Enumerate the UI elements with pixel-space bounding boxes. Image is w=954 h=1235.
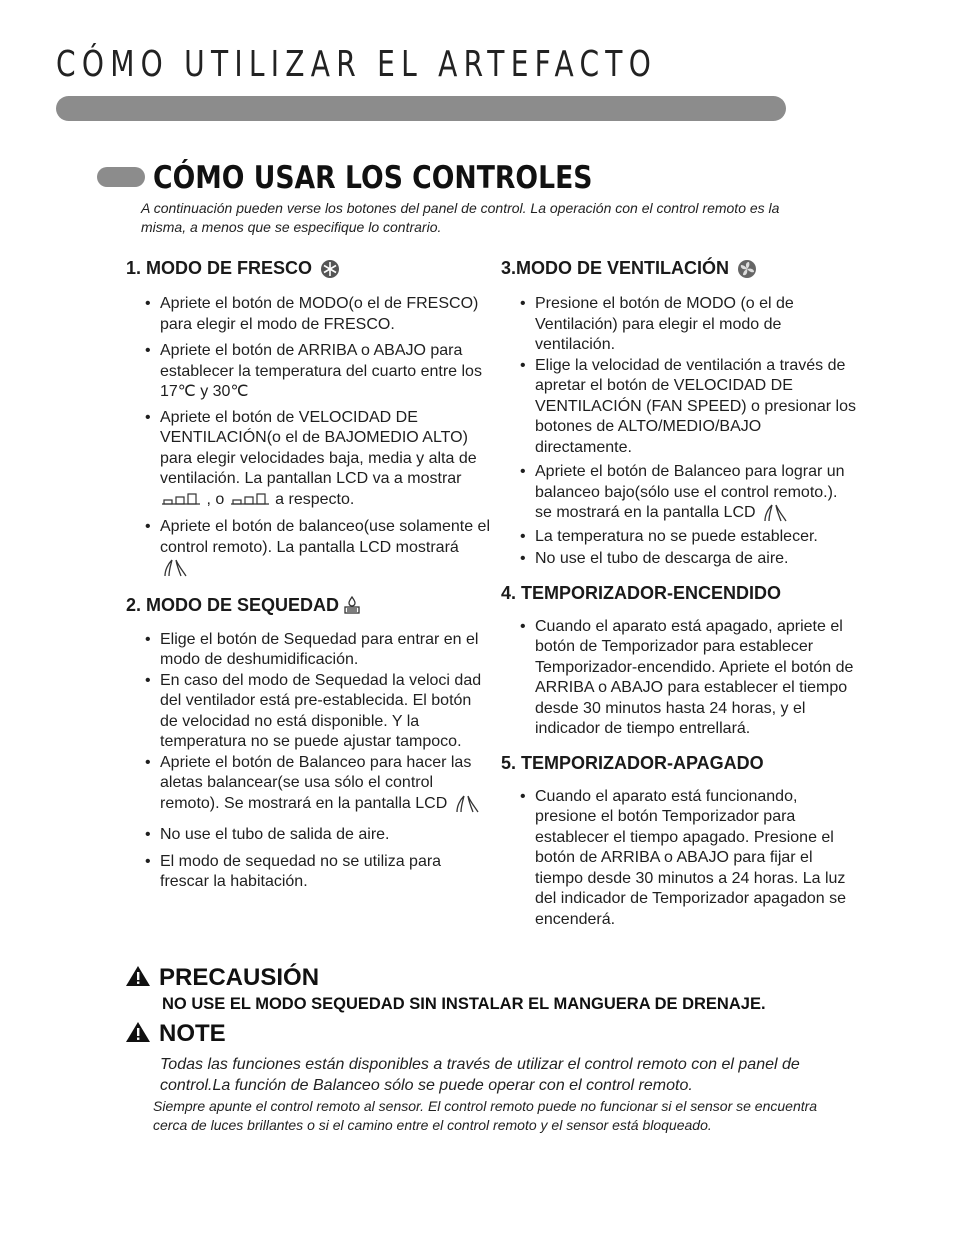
- list-item: • La temperatura no se puede establecer.: [501, 527, 856, 548]
- caution-text: NO USE EL MODO SEQUEDAD SIN INSTALAR EL MANGUERA DE DRENAJE.: [162, 995, 766, 1013]
- dry-mode-icon: [343, 595, 361, 615]
- timer-on-heading: 4. TEMPORIZADOR-ENCENDIDO: [501, 582, 782, 603]
- list-item: • No use el tubo de descarga de aire.: [501, 549, 856, 570]
- warning-icon: [125, 1021, 151, 1048]
- list-item: • Apriete el botón de MODO(o el de FRESCO) para elegir el modo de FRESCO.: [126, 294, 492, 335]
- left-column: [126, 258, 492, 893]
- timer-off-list: [501, 787, 856, 931]
- note-header: [125, 1020, 226, 1048]
- snowflake-icon: [320, 259, 340, 279]
- list-item-text: , o: [206, 490, 225, 508]
- list-item: • Elige el botón de Sequedad para entrar en el modo de deshumidificación.: [126, 630, 492, 671]
- swing-icon: [760, 503, 790, 523]
- sequedad-heading-label: 2. MODO DE SEQUEDAD: [126, 594, 340, 615]
- list-item-text: a respecto.: [275, 490, 355, 508]
- list-item: • Elige la velocidad de ventilación a través de apretar el botón de VELOCIDAD DE VENTILACIÓN (FAN SPEED) o presionar los botones de ALTO/MEDIO/BAJO directamente.: [501, 356, 856, 459]
- list-item-text: Apriete el botón de balanceo(use solamente el control remoto). La pantalla LCD mostrará: [160, 518, 490, 556]
- ventilacion-list: [501, 294, 856, 570]
- sequedad-heading: [126, 595, 492, 616]
- list-item-text: Apriete el botón de Balanceo para lograr un balanceo bajo(sólo use el control remoto.). se mostrará en la pantalla LCD: [535, 463, 845, 522]
- fan-speed-low-icon: [160, 492, 202, 506]
- list-item: [126, 517, 492, 579]
- note-title: NOTE: [159, 1020, 226, 1047]
- swing-icon: [160, 558, 190, 578]
- timer-on-list: [501, 617, 856, 740]
- list-item: • No use el tubo de salida de aire.: [126, 825, 492, 846]
- list-item: [501, 462, 856, 524]
- list-item: [126, 408, 492, 511]
- list-item: • Presione el botón de MODO (o el de Ventilación) para elegir el modo de ventilación.: [501, 294, 856, 356]
- right-column: [501, 258, 856, 930]
- ventilacion-heading: [501, 258, 856, 279]
- timer-off-heading: 5. TEMPORIZADOR-APAGADO: [501, 752, 764, 773]
- note-small-text: Siempre apunte el control remoto al sensor. El control remoto puede no funcionar si el sensor se encuentra cerca de luces brillantes o si el camino entre el control remoto y el sensor está bloqueado.: [153, 1098, 818, 1133]
- caution-header: [125, 964, 319, 992]
- list-item: [126, 753, 492, 815]
- fresco-list: [126, 294, 492, 579]
- note-text: Todas las funciones están disponibles a través de utilizar el control remoto con el panel de control.La función de Balanceo sólo se puede operar con el control remoto.: [160, 1056, 800, 1094]
- list-item: • Cuando el aparato está apagado, apriete el botón de Temporizador para establecer Temporizador-encendido. Apriete el botón de ARRIBA o ABAJO para establecer el tiempo desde 30 minutos hasta 24 horas, y el indicador de tiempo entrellará.: [501, 617, 856, 740]
- sequedad-list: [126, 630, 492, 893]
- ventilacion-heading-label: 3.MODO DE VENTILACIÓN: [501, 258, 730, 278]
- fan-icon: [737, 259, 757, 279]
- warning-icon: [125, 965, 151, 992]
- section-intro: A continuación pueden verse los botones del panel de control. La operación con el control remoto es la misma, a menos que se especifique lo contrario.: [141, 200, 780, 235]
- fan-speed-high-icon: [229, 492, 271, 506]
- list-item: • Apriete el botón de ARRIBA o ABAJO para establecer la temperatura del cuarto entre los 17℃ y 30℃: [126, 341, 492, 403]
- caution-title: PRECAUSIÓN: [159, 964, 320, 991]
- section-marker: [97, 167, 145, 187]
- fresco-heading-label: 1. MODO DE FRESCO: [126, 258, 313, 278]
- title-divider-bar: [56, 96, 786, 121]
- list-item: • En caso del modo de Sequedad la veloci dad del ventilador está pre-establecida. El botón de velocidad no está disponible. Y la temperatura no se puede ajustar tampoco.: [126, 671, 492, 753]
- swing-icon: [452, 794, 482, 814]
- list-item-text: Apriete el botón de VELOCIDAD DE VENTILACIÓN(o el de BAJOMEDIO ALTO) para elegir velocidades baja, media y alta de ventilación. La pantallan LCD va a mostrar: [160, 408, 477, 487]
- list-item: • Cuando el aparato está funcionando, presione el botón Temporizador para establecer el tiempo apagado. Presione el botón de ARRIBA o ABAJO para fijar el tiempo desde 30 minutos a 24 horas. La luz del indicador de Temporizador apagadon se encenderá.: [501, 787, 856, 931]
- list-item-text: Apriete el botón de Balanceo para hacer las aletas balancear(se usa sólo el control remoto). Se mostrará en la pantalla LCD: [160, 753, 472, 812]
- list-item: • El modo de sequedad no se utiliza para frescar la habitación.: [126, 852, 492, 893]
- page-title: CÓMO UTILIZAR EL ARTEFACTO: [56, 44, 658, 85]
- fresco-heading: [126, 258, 492, 279]
- section-title: CÓMO USAR LOS CONTROLES: [153, 160, 593, 196]
